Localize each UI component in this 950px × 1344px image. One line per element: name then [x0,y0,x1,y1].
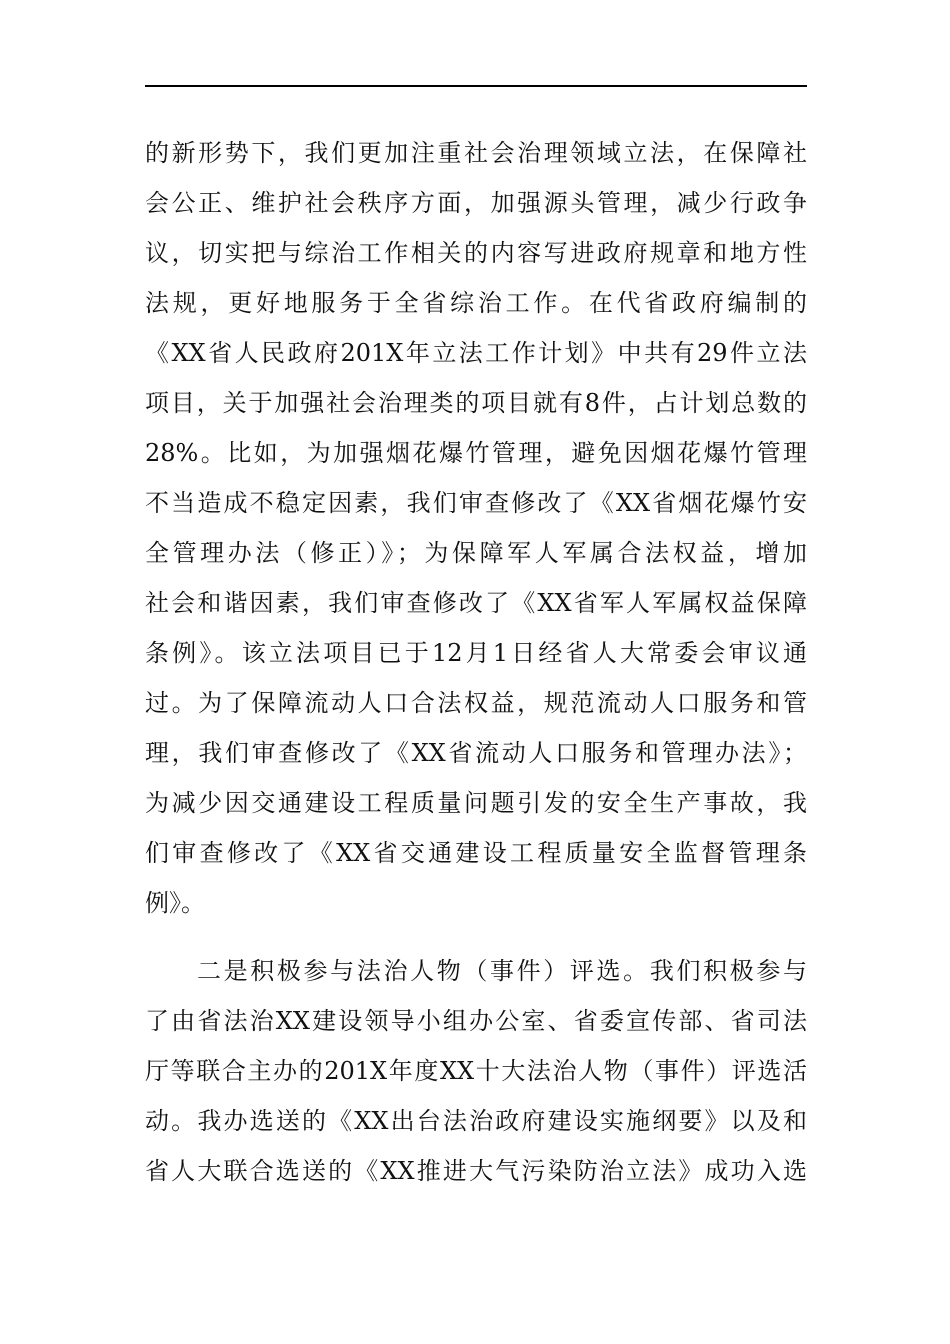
text-line: 社会和谐因素，我们审查修改了《XX省军人军属权益保障 [145,589,807,617]
text-line: 项目，关于加强社会治理类的项目就有8件，占计划总数的 [145,389,807,417]
text-line: 《XX省人民政府201X年立法工作计划》中共有29件立法 [145,339,807,367]
text-line: 过。为了保障流动人口合法权益，规范流动人口服务和管 [145,689,807,717]
text-line: 的新形势下，我们更加注重社会治理领域立法，在保障社 [145,139,807,167]
paragraph-gap [145,928,807,946]
text-line: 会公正、维护社会秩序方面，加强源头管理，减少行政争 [145,189,807,217]
header-rule [145,85,807,87]
text-line: 法规，更好地服务于全省综治工作。在代省政府编制的 [145,289,807,317]
text-line: 了由省法治XX建设领导小组办公室、省委宣传部、省司法 [145,1007,807,1035]
text-line: 例》。 [145,889,205,917]
text-line: 为减少因交通建设工程质量问题引发的安全生产事故，我 [145,789,807,817]
text-line: 议，切实把与综治工作相关的内容写进政府规章和地方性 [145,239,807,267]
document-body [145,128,807,1196]
paragraph-2 [145,946,807,1196]
paragraph-1 [145,128,807,928]
text-line: 二是积极参与法治人物（事件）评选。我们积极参与 [197,957,807,985]
text-line: 动。我办选送的《XX出台法治政府建设实施纲要》以及和 [145,1107,807,1135]
text-line: 省人大联合选送的《XX推进大气污染防治立法》成功入选 [145,1157,807,1185]
text-line: 不当造成不稳定因素，我们审查修改了《XX省烟花爆竹安 [145,489,807,517]
text-line: 全管理办法（修正）》；为保障军人军属合法权益，增加 [145,539,807,567]
text-line: 理，我们审查修改了《XX省流动人口服务和管理办法》； [145,739,807,767]
text-line: 们审查修改了《XX省交通建设工程质量安全监督管理条 [145,839,807,867]
text-line: 28%。比如，为加强烟花爆竹管理，避免因烟花爆竹管理 [145,439,807,467]
text-line: 条例》。该立法项目已于12月1日经省人大常委会审议通 [145,639,807,667]
text-line: 厅等联合主办的201X年度XX十大法治人物（事件）评选活 [145,1057,807,1085]
